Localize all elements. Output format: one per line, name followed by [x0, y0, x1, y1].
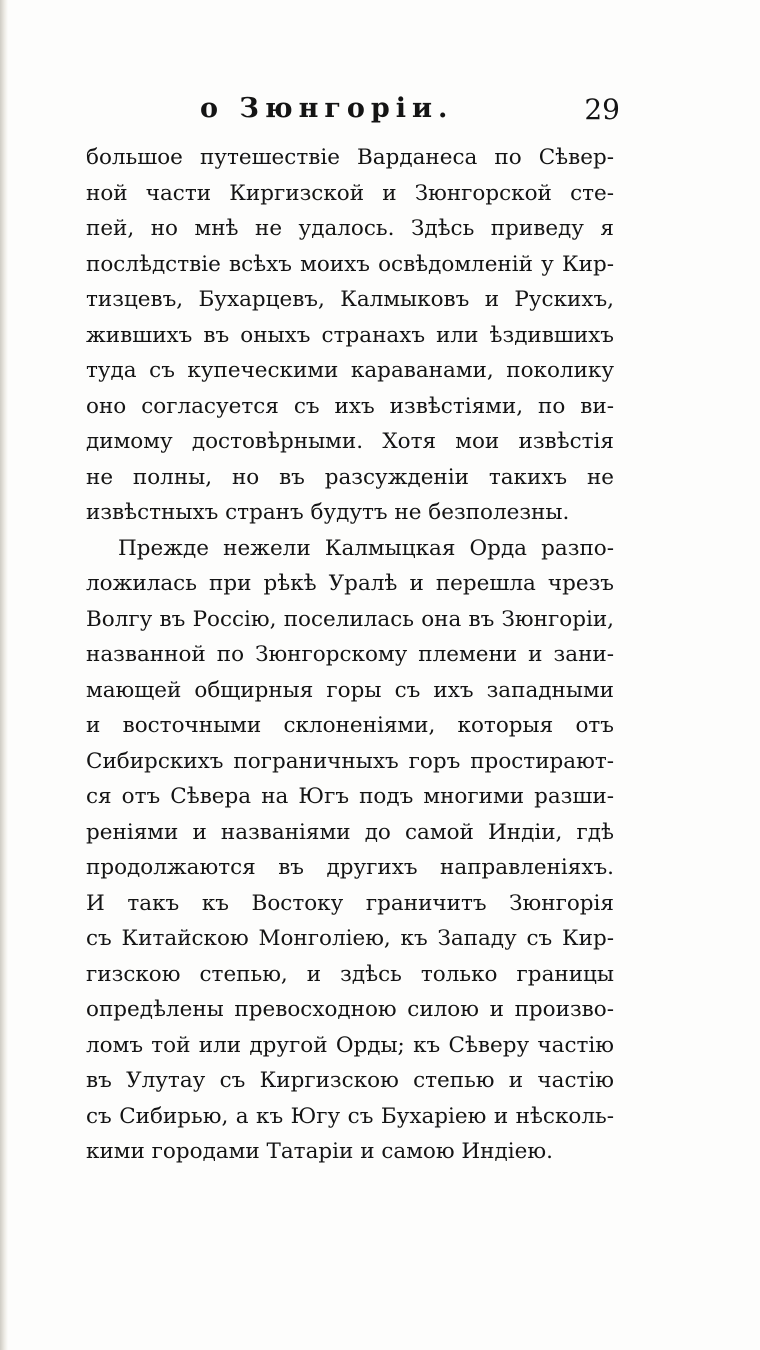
text-line: извѣстныхъ странъ будутъ не безполезны. [86, 500, 570, 525]
text-line: и восточными склоненіями, которыя отъ [86, 713, 614, 738]
text-line: жившихъ въ оныхъ странахъ или ѣздившихъ [86, 322, 614, 348]
text-line: въ Улутау съ Киргизскою степью и частію [86, 1068, 614, 1093]
text-line: гизскою степью, и здѣсь только границы [86, 961, 614, 987]
text-line: Сибирскихъ пограничныхъ горъ простирают- [86, 748, 614, 774]
body-text [86, 140, 614, 1170]
text-line: большое путешествіе Варданеса по Сѣвер- [86, 145, 614, 170]
text-line: мающей общирныя горы съ ихъ западными [86, 677, 614, 703]
text-line: съ Китайскою Монголіею, къ Западу съ Кир- [86, 926, 614, 951]
text-line: не полны, но въ разсужденіи такихъ не [86, 464, 614, 490]
text-line: ной части Киргизской и Зюнгорской сте- [86, 180, 614, 206]
text-line: опредѣлены превосходною силою и произво- [86, 997, 614, 1022]
text-line: кими городами Татаріи и самою Индіею. [86, 1139, 553, 1164]
text-line: Прежде нежели Калмыцкая Орда разпо- [118, 535, 614, 561]
text-line: туда съ купеческими караванами, поколику [86, 358, 614, 383]
text-line: тизцевъ, Бухарцевъ, Калмыковъ и Рускихъ, [86, 287, 614, 312]
text-line: съ Сибирью, а къ Югу съ Бухаріею и нѣсколь- [86, 1103, 614, 1129]
page-header [200, 93, 620, 133]
text-line: пей, но мнѣ не удалось. Здѣсь приведу я [86, 216, 614, 241]
text-line: оно согласуется съ ихъ извѣстіями, по ви- [86, 393, 614, 419]
text-line: димому достовѣрными. Хотя мои извѣстія [86, 429, 614, 454]
text-line: И такъ къ Востоку граничитъ Зюнгорія [86, 890, 614, 916]
text-line: ся отъ Сѣвера на Югъ подъ многими разши- [86, 784, 614, 809]
text-line: послѣдствіе всѣхъ моихъ освѣдомленій у Кир- [86, 251, 614, 277]
page-number: 29 [584, 93, 620, 126]
text-line: названной по Зюнгорскому племени и зани- [86, 642, 614, 667]
page-edge-shadow [0, 0, 8, 1350]
text-line: ложилась при рѣкѣ Уралѣ и перешла чрезъ [86, 571, 614, 596]
text-line: Волгу въ Россію, поселилась она въ Зюнгоріи, [86, 606, 614, 632]
text-line: реніями и названіями до самой Индіи, гдѣ [86, 819, 614, 845]
text-line: ломъ той или другой Орды; къ Сѣверу частію [86, 1032, 614, 1058]
running-title: о Зюнгоріи. [200, 93, 454, 124]
text-line: продолжаются въ другихъ направленіяхъ. [86, 855, 614, 880]
